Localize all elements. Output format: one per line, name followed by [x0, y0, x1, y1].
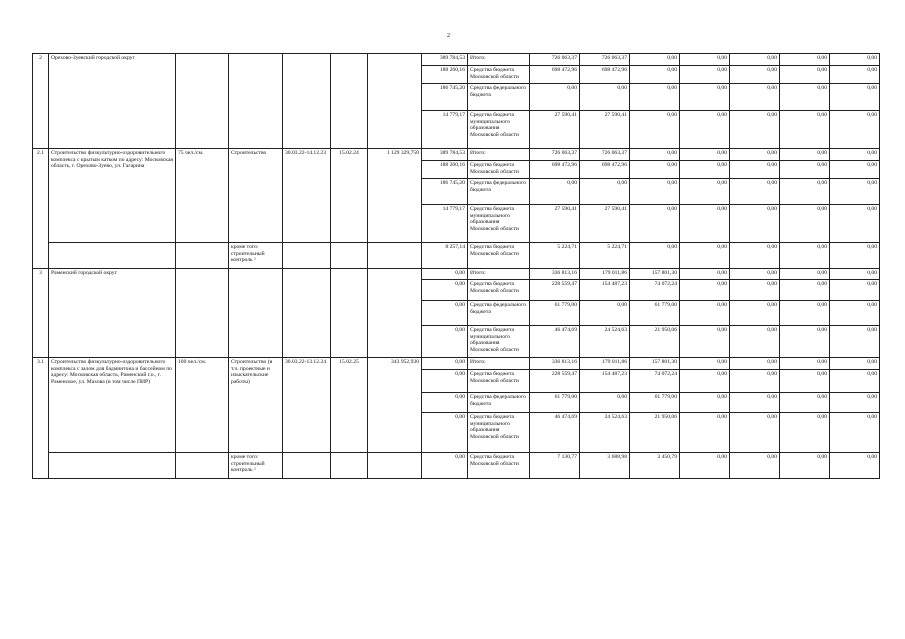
work-type: Строительство (в т.ч. проектные и изыскательские работы): [229, 358, 283, 453]
value-cell: 46 474,69: [530, 326, 580, 358]
value-cell: 0,00: [680, 243, 730, 269]
amount-cell: 0,00: [422, 326, 468, 358]
value-cell: 7 130,77: [530, 453, 580, 479]
amount-cell: 0,00: [422, 413, 468, 453]
page-number: 2: [447, 33, 450, 39]
value-cell: 0,00: [830, 84, 880, 111]
value-cell: 0,00: [830, 269, 880, 280]
value-cell: 46 474,69: [530, 413, 580, 453]
empty-cell: [283, 54, 331, 149]
value-cell: 0,00: [630, 111, 680, 149]
value-cell: 0,00: [730, 84, 780, 111]
value-cell: 726 063,37: [530, 149, 580, 161]
object-name: Орехово-Зуевский городской округ: [49, 54, 176, 149]
funding-source: Итого:: [468, 54, 530, 66]
value-cell: 0,00: [830, 393, 880, 413]
value-cell: 0,00: [680, 161, 730, 179]
value-cell: 0,00: [830, 370, 880, 393]
work-type: Строительство: [229, 149, 283, 243]
amount-cell: 0,00: [422, 301, 468, 326]
value-cell: 698 472,96: [530, 161, 580, 179]
table-row: [33, 269, 880, 280]
funding-source: Средства бюджета муниципального образования Московской области: [468, 326, 530, 358]
value-cell: 27 590,41: [580, 111, 630, 149]
work-dates: 30.03.22-13.12.24: [283, 358, 331, 453]
value-cell: 0,00: [780, 149, 830, 161]
open-date: 15.02.24: [331, 149, 368, 243]
empty-cell: [283, 243, 331, 269]
funding-source: Средства федерального бюджета: [468, 393, 530, 413]
value-cell: 0,00: [680, 269, 730, 280]
value-cell: 0,00: [780, 393, 830, 413]
funding-source: Средства федерального бюджета: [468, 301, 530, 326]
empty-cell: [368, 243, 422, 269]
value-cell: 726 063,37: [530, 54, 580, 66]
empty-cell: [176, 54, 229, 149]
value-cell: 61 779,00: [530, 393, 580, 413]
open-date: 15.02.25: [331, 358, 368, 453]
value-cell: 0,00: [730, 66, 780, 84]
value-cell: 179 011,86: [580, 358, 630, 370]
value-cell: 3 688,98: [580, 453, 630, 479]
funding-source: Средства бюджета Московской области: [468, 243, 530, 269]
empty-cell: [229, 54, 283, 149]
table-row: [33, 453, 880, 479]
table-row: [33, 358, 880, 370]
object-name: Раменский городской округ: [49, 269, 176, 358]
value-cell: 0,00: [730, 413, 780, 453]
amount-cell: 0,00: [422, 393, 468, 413]
funding-source: Итого:: [468, 358, 530, 370]
value-cell: 0,00: [680, 149, 730, 161]
amount-cell: 389 784,53: [422, 149, 468, 161]
value-cell: 0,00: [830, 280, 880, 301]
value-cell: 0,00: [680, 54, 730, 66]
value-cell: 0,00: [780, 111, 830, 149]
value-cell: 0,00: [830, 326, 880, 358]
value-cell: 0,00: [830, 149, 880, 161]
value-cell: 0,00: [680, 66, 730, 84]
value-cell: 0,00: [730, 453, 780, 479]
funding-source: Итого:: [468, 149, 530, 161]
value-cell: 0,00: [680, 280, 730, 301]
value-cell: 0,00: [680, 413, 730, 453]
funding-source: Средства бюджета Московской области: [468, 66, 530, 84]
value-cell: 0,00: [830, 301, 880, 326]
funding-source: Средства бюджета муниципального образования Московской области: [468, 205, 530, 243]
value-cell: 21 950,06: [630, 326, 680, 358]
value-cell: 0,00: [780, 413, 830, 453]
work-dates: 30.03.22-14.12.23: [283, 149, 331, 243]
value-cell: 698 472,96: [530, 66, 580, 84]
empty-cell: [331, 453, 368, 479]
value-cell: 5 224,71: [580, 243, 630, 269]
amount-cell: 14 779,17: [422, 111, 468, 149]
value-cell: 336 813,16: [530, 269, 580, 280]
value-cell: 0,00: [780, 453, 830, 479]
value-cell: 0,00: [630, 179, 680, 205]
funding-source: Средства бюджета муниципального образования Московской области: [468, 111, 530, 149]
empty-cell: [49, 243, 176, 269]
table-row: [33, 54, 880, 66]
value-cell: 0,00: [830, 413, 880, 453]
value-cell: 0,00: [780, 269, 830, 280]
value-cell: 0,00: [830, 205, 880, 243]
value-cell: 0,00: [730, 358, 780, 370]
value-cell: 0,00: [530, 84, 580, 111]
empty-cell: [368, 54, 422, 149]
value-cell: 698 472,96: [580, 161, 630, 179]
value-cell: 157 801,30: [630, 358, 680, 370]
value-cell: 0,00: [730, 243, 780, 269]
value-cell: 154 487,23: [580, 280, 630, 301]
amount-cell: 188 260,16: [422, 161, 468, 179]
value-cell: 0,00: [730, 326, 780, 358]
value-cell: 0,00: [730, 280, 780, 301]
amount-cell: 8 257,14: [422, 243, 468, 269]
value-cell: 0,00: [780, 66, 830, 84]
value-cell: 0,00: [630, 243, 680, 269]
value-cell: 0,00: [680, 453, 730, 479]
row-number: 3: [33, 269, 49, 358]
value-cell: 74 072,24: [630, 280, 680, 301]
value-cell: 0,00: [680, 111, 730, 149]
funding-source: Средства бюджета Московской области: [468, 161, 530, 179]
value-cell: 0,00: [680, 326, 730, 358]
row-number: 2: [33, 54, 49, 149]
value-cell: 0,00: [780, 326, 830, 358]
value-cell: 3 450,79: [630, 453, 680, 479]
value-cell: 0,00: [680, 358, 730, 370]
value-cell: 0,00: [730, 269, 780, 280]
value-cell: 74 072,24: [630, 370, 680, 393]
total-cost: 343 952,930: [368, 358, 422, 453]
construction-control-label: кроме того: строительный контроль ²: [229, 453, 283, 479]
value-cell: 0,00: [730, 393, 780, 413]
value-cell: 61 779,00: [630, 301, 680, 326]
value-cell: 0,00: [730, 149, 780, 161]
empty-cell: [176, 243, 229, 269]
value-cell: 0,00: [630, 205, 680, 243]
value-cell: 0,00: [830, 111, 880, 149]
value-cell: 27 590,41: [530, 205, 580, 243]
empty-cell: [283, 453, 331, 479]
value-cell: 336 813,16: [530, 358, 580, 370]
total-cost: 1 129 329,750: [368, 149, 422, 243]
funding-source: Итого:: [468, 269, 530, 280]
value-cell: 0,00: [680, 179, 730, 205]
value-cell: 0,00: [780, 179, 830, 205]
value-cell: 0,00: [830, 453, 880, 479]
value-cell: 0,00: [630, 149, 680, 161]
amount-cell: 0,00: [422, 280, 468, 301]
value-cell: 0,00: [830, 179, 880, 205]
object-name: Строительство физкультурно-оздоровительного комплекса с крытым катком по адресу: Московская область, г. Орехово-Зуево, ул. Гагарина: [49, 149, 176, 243]
value-cell: 0,00: [630, 84, 680, 111]
value-cell: 0,00: [780, 161, 830, 179]
value-cell: 0,00: [680, 301, 730, 326]
value-cell: 27 590,41: [530, 111, 580, 149]
empty-cell: [49, 453, 176, 479]
value-cell: 0,00: [830, 161, 880, 179]
value-cell: 0,00: [780, 243, 830, 269]
value-cell: 0,00: [580, 393, 630, 413]
value-cell: 27 590,41: [580, 205, 630, 243]
value-cell: 228 559,47: [530, 370, 580, 393]
value-cell: 0,00: [730, 301, 780, 326]
amount-cell: 188 260,16: [422, 66, 468, 84]
value-cell: 61 779,00: [530, 301, 580, 326]
value-cell: 0,00: [680, 370, 730, 393]
value-cell: 0,00: [830, 66, 880, 84]
amount-cell: 0,00: [422, 269, 468, 280]
value-cell: 0,00: [780, 84, 830, 111]
value-cell: 5 224,71: [530, 243, 580, 269]
value-cell: 0,00: [630, 161, 680, 179]
funding-source: Средства бюджета муниципального образования Московской области: [468, 413, 530, 453]
value-cell: 0,00: [630, 54, 680, 66]
empty-cell: [283, 269, 331, 358]
amount-cell: 389 784,53: [422, 54, 468, 66]
empty-cell: [368, 269, 422, 358]
value-cell: 61 779,00: [630, 393, 680, 413]
funding-source: Средства бюджета Московской области: [468, 280, 530, 301]
funding-source: Средства бюджета Московской области: [468, 453, 530, 479]
object-name: Строительство физкультурно-оздоровительного комплекса с залом для бадминтона и бассейном по адресу: Московская область, Раменский г.о., г. Раменское, ул. Махова (в том числе ПИР): [49, 358, 176, 453]
value-cell: 0,00: [730, 54, 780, 66]
value-cell: 0,00: [830, 358, 880, 370]
value-cell: 24 524,63: [580, 326, 630, 358]
value-cell: 0,00: [630, 66, 680, 84]
amount-cell: 0,00: [422, 358, 468, 370]
value-cell: 0,00: [580, 84, 630, 111]
construction-control-label: кроме того: строительный контроль ²: [229, 243, 283, 269]
capacity: 100 чел./см.: [176, 358, 229, 453]
empty-cell: [331, 54, 368, 149]
value-cell: 0,00: [680, 393, 730, 413]
value-cell: 21 950,06: [630, 413, 680, 453]
amount-cell: 186 745,20: [422, 84, 468, 111]
empty-cell: [229, 269, 283, 358]
table-row: [33, 149, 880, 161]
value-cell: 0,00: [780, 301, 830, 326]
value-cell: 0,00: [730, 161, 780, 179]
value-cell: 0,00: [830, 54, 880, 66]
value-cell: 726 063,37: [580, 54, 630, 66]
value-cell: 0,00: [730, 111, 780, 149]
table-row: [33, 243, 880, 269]
funding-source: Средства федерального бюджета: [468, 179, 530, 205]
empty-cell: [176, 269, 229, 358]
value-cell: 0,00: [780, 54, 830, 66]
amount-cell: 14 779,17: [422, 205, 468, 243]
value-cell: 0,00: [780, 370, 830, 393]
empty-cell: [331, 269, 368, 358]
value-cell: 0,00: [580, 301, 630, 326]
empty-cell: [176, 453, 229, 479]
row-number: 2.1: [33, 149, 49, 269]
funding-source: Средства бюджета Московской области: [468, 370, 530, 393]
value-cell: 157 801,30: [630, 269, 680, 280]
value-cell: 228 559,47: [530, 280, 580, 301]
amount-cell: 186 745,20: [422, 179, 468, 205]
budget-table: [32, 53, 880, 479]
value-cell: 0,00: [530, 179, 580, 205]
value-cell: 0,00: [680, 205, 730, 243]
capacity: 75 чел./см.: [176, 149, 229, 243]
row-number: 3.1: [33, 358, 49, 479]
value-cell: 0,00: [780, 280, 830, 301]
amount-cell: 0,00: [422, 370, 468, 393]
value-cell: 24 524,63: [580, 413, 630, 453]
value-cell: 0,00: [730, 179, 780, 205]
value-cell: 0,00: [580, 179, 630, 205]
value-cell: 0,00: [780, 358, 830, 370]
amount-cell: 0,00: [422, 453, 468, 479]
value-cell: 0,00: [780, 205, 830, 243]
empty-cell: [331, 243, 368, 269]
funding-source: Средства федерального бюджета: [468, 84, 530, 111]
value-cell: 154 487,23: [580, 370, 630, 393]
value-cell: 726 063,37: [580, 149, 630, 161]
value-cell: 179 011,86: [580, 269, 630, 280]
empty-cell: [368, 453, 422, 479]
value-cell: 0,00: [830, 243, 880, 269]
value-cell: 0,00: [730, 205, 780, 243]
value-cell: 0,00: [730, 370, 780, 393]
value-cell: 698 472,96: [580, 66, 630, 84]
value-cell: 0,00: [680, 84, 730, 111]
